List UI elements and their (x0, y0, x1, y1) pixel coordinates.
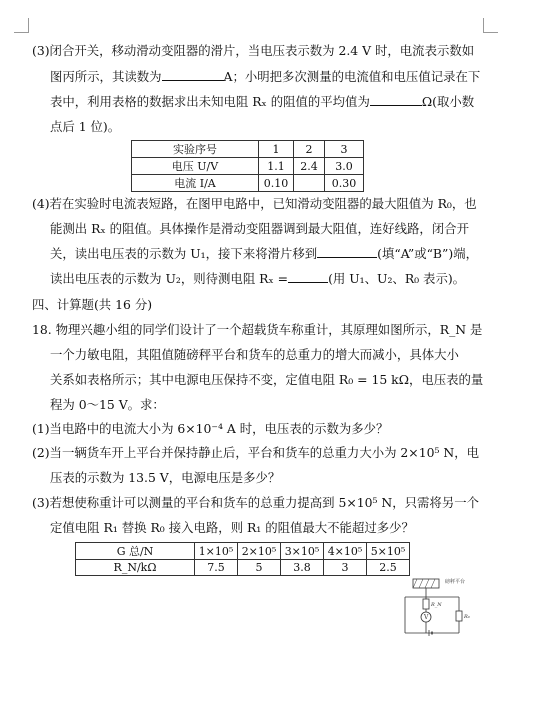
q18-part-3b: 定值电阻 R₁ 替换 R₀ 接入电路，则 R₁ 的阻值最大不能超过多少？ (50, 520, 414, 535)
q18-line-3: 关系如表格所示；其中电源电压保持不变，定值电阻 R₀ = 15 kΩ，电压表的量 (50, 372, 484, 387)
q4-line-3a: 关，读出电压表的示数为 U₁，接下来将滑片移到 (50, 246, 318, 261)
circuit-diagram (395, 573, 485, 643)
q3-line-3b: Ω(取小数 (421, 94, 475, 109)
q18-line-2: 一个力敏电阻，其阻值随磅秤平台和货车的总重力的增大而减小，具体大小 (50, 347, 459, 362)
q3-line-2a: 图丙所示，其读数为 (50, 69, 162, 84)
table-cell: 3.8 (281, 560, 324, 576)
table-cell: 实验序号 (132, 141, 259, 158)
table-cell: 4×10⁵ (324, 543, 367, 560)
table-cell: 电压 U/V (132, 158, 259, 175)
q18-part-2a: (2)当一辆货车开上平台并保持静止后，平台和货车的总重力大小为 2×10⁵ N，电 (32, 445, 479, 460)
q18-part-3a: (3)若想使称重计可以测量的平台和货车的总重力提高到 5×10⁵ N，只需将另一个 (32, 495, 479, 510)
platform-label: 磅秤平台 (445, 579, 466, 585)
q18-part-2b: 压表的示数为 13.5 V，电源电压是多少？ (50, 470, 281, 485)
r0-label: R₀ (464, 614, 470, 620)
page-corner-mark-right (483, 18, 498, 33)
q18-line-1: 18. 物理兴趣小组的同学们设计了一个超载货车称重计，其原理如图所示，R_N 是 (32, 322, 483, 337)
table-cell: 5×10⁵ (367, 543, 410, 560)
table-experiment (131, 140, 364, 192)
table-cell: 2.4 (294, 158, 325, 175)
q3-line-1: (3)闭合开关，移动滑动变阻器的滑片，当电压表示数为 2.4 V 时，电流表示数如 (32, 43, 475, 58)
scale-platform (413, 579, 439, 588)
q4-line-4b: (用 U₁、U₂、R₀ 表示)。 (328, 271, 466, 286)
section-heading: 四、计算题(共 16 分) (32, 297, 153, 312)
table-cell: 0.10 (259, 175, 294, 192)
table-row (132, 141, 364, 158)
page-corner-mark-left (14, 18, 29, 33)
rn-resistor (423, 599, 429, 609)
table-row (132, 158, 364, 175)
q3-line-3 (50, 93, 474, 110)
answer-blank-resistance[interactable] (370, 93, 422, 106)
table-cell: 0.30 (325, 175, 364, 192)
table-cell: 3 (324, 560, 367, 576)
table-cell: 2.5 (367, 560, 410, 576)
table-cell (294, 175, 325, 192)
table-row (76, 560, 410, 576)
q4-line-3b: (填“A”或“B”)端， (377, 246, 478, 261)
table-cell: 3.0 (325, 158, 364, 175)
q4-line-4a: 读出电压表的示数为 U₂，则待测电阻 Rₓ = (50, 271, 289, 286)
table-cell: 2×10⁵ (238, 543, 281, 560)
table-cell: 1 (259, 141, 294, 158)
table-cell: R_N/kΩ (76, 560, 195, 576)
q3-line-3a: 表中，利用表格的数据求出未知电阻 Rₓ 的阻值的平均值为 (50, 94, 370, 109)
answer-blank-end[interactable] (317, 245, 377, 258)
q18-line-4: 程为 0～15 V。求： (50, 397, 165, 412)
table-cell: G 总/N (76, 543, 195, 560)
table-row (132, 175, 364, 192)
table-row (76, 543, 410, 560)
q3-line-2 (50, 68, 480, 85)
platform-hatch (413, 579, 435, 588)
voltmeter-label: V (424, 614, 429, 621)
q4-line-1: (4)若在实验时电流表短路，在图甲电路中，已知滑动变阻器的最大阻值为 R₀，也 (32, 196, 477, 211)
q3-line-4: 点后 1 位)。 (50, 119, 121, 134)
q3-line-2b: A；小明把多次测量的电流值和电压值记录在下 (223, 69, 481, 84)
table-cell: 3×10⁵ (281, 543, 324, 560)
table-cell: 7.5 (195, 560, 238, 576)
q4-line-4 (50, 270, 465, 287)
table-cell: 3 (325, 141, 364, 158)
rn-label: R_N (431, 602, 442, 608)
q18-part-1: (1)当电路中的电流大小为 6×10⁻⁴ A 时，电压表的示数为多少？ (32, 421, 389, 436)
r0-resistor (456, 611, 462, 621)
table-force-resistance (75, 542, 410, 576)
table-cell: 2 (294, 141, 325, 158)
q4-line-2: 能测出 Rₓ 的阻值。具体操作是滑动变阻器调到最大阻值，连好线路，闭合开 (50, 221, 469, 236)
table-cell: 1×10⁵ (195, 543, 238, 560)
table-cell: 1.1 (259, 158, 294, 175)
table-cell: 5 (238, 560, 281, 576)
q4-line-3 (50, 245, 478, 262)
answer-blank-expression[interactable] (288, 270, 328, 283)
table-cell: 电流 I/A (132, 175, 259, 192)
answer-blank-current[interactable] (162, 68, 224, 81)
